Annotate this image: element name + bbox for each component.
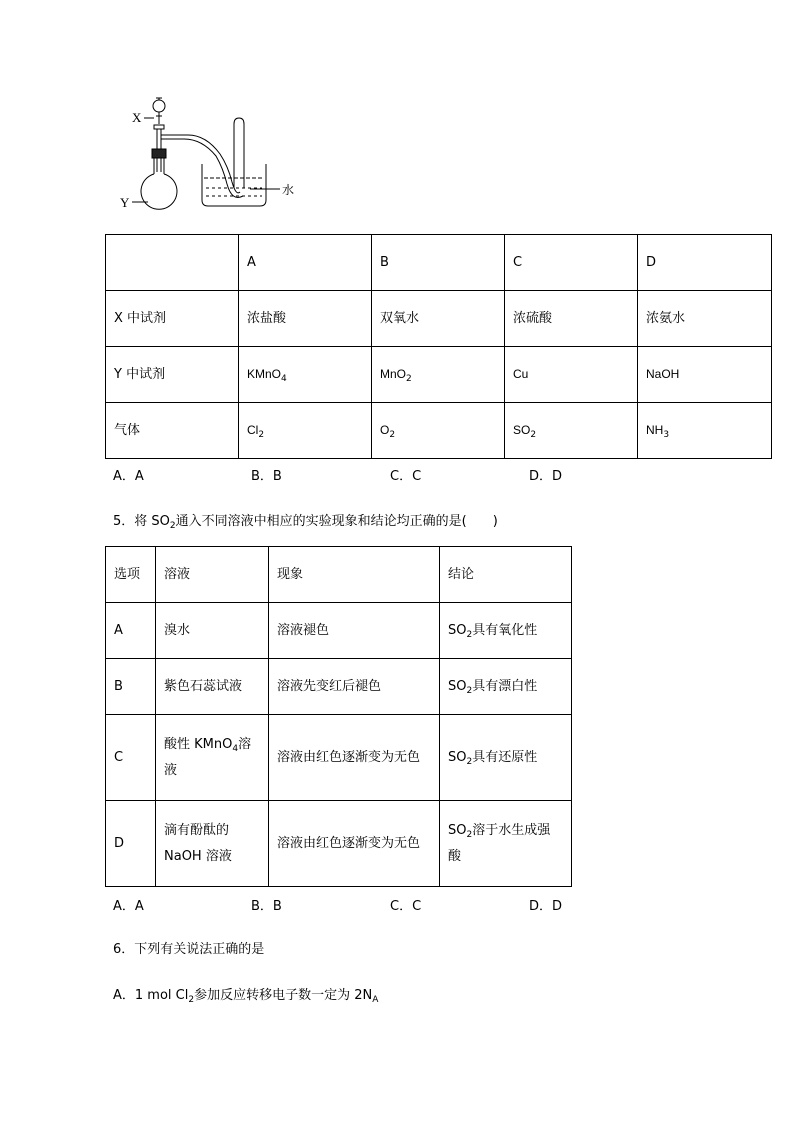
table-row [106,659,572,715]
cell-yb: MnO$_2$ [372,347,505,403]
table-row [106,603,572,659]
cell-xa: 浓盐酸 [239,291,372,347]
option-d: D．D [529,899,563,914]
answer-options-q5 [113,895,573,913]
table-row [106,235,772,291]
row-c-solution: 酸性 KMnO$_4$溶 液 [156,715,269,801]
header-d: D [638,235,772,291]
row-d-option: D [106,801,156,887]
label-y: Y [120,195,130,210]
question-6-option-a: A．1 mol $Cl_2$参加反应转移电子数一定为 $2N_A$ [113,988,379,1005]
option-d: D．D [529,469,563,484]
row-b-phenomenon: 溶液先变红后褪色 [269,659,440,715]
cell-gas-a: $Cl_2$ [239,403,372,459]
cell-xb: 双氧水 [372,291,505,347]
row-b-option: B [106,659,156,715]
row-b-conclusion: $SO_2$具有漂白性 [440,659,572,715]
cell-xd: 浓氨水 [638,291,772,347]
table-row [106,801,572,887]
cell-ya: KMnO$_4$ [239,347,372,403]
option-a: A．A [113,469,144,484]
cell-xc: 浓硫酸 [505,291,638,347]
table-row [106,291,772,347]
row-c-conclusion: $SO_2$具有还原性 [440,715,572,801]
row-gas-label: 气体 [106,403,239,459]
question-6: 6．下列有关说法正确的是 [113,942,265,957]
label-water: 水 [282,183,295,197]
row-a-solution: 溴水 [156,603,269,659]
cell-gas-c: $SO_2$ [505,403,638,459]
cell-yc: Cu [505,347,638,403]
row-d-conclusion: $SO_2$溶于水生成强 酸 [440,801,572,887]
option-b: B．B [251,899,282,914]
cell-yd: NaOH [638,347,772,403]
table-row [106,347,772,403]
option-c: C．C [390,899,422,914]
header-conclusion: 结论 [440,547,572,603]
gas-apparatus-diagram [110,92,320,217]
row-b-solution: 紫色石蕊试液 [156,659,269,715]
row-y-label: Y 中试剂 [106,347,239,403]
cell-gas-d: $NH_3$ [638,403,772,459]
reagent-table [105,234,772,459]
header-a: A [239,235,372,291]
answer-options-q4 [113,465,573,483]
label-x: X [132,110,142,125]
option-b: B．B [251,469,282,484]
header-empty [106,235,239,291]
row-x-label: X 中试剂 [106,291,239,347]
row-a-phenomenon: 溶液褪色 [269,603,440,659]
table-row [106,547,572,603]
row-d-phenomenon: 溶液由红色逐渐变为无色 [269,801,440,887]
so2-experiment-table [105,546,572,887]
header-b: B [372,235,505,291]
row-a-option: A [106,603,156,659]
option-a: A．A [113,899,144,914]
question-5: 5．将 $SO_2$通入不同溶液中相应的实验现象和结论均正确的是( ) [113,514,498,531]
header-phenomenon: 现象 [269,547,440,603]
option-c: C．C [390,469,422,484]
row-c-option: C [106,715,156,801]
row-a-conclusion: $SO_2$具有氧化性 [440,603,572,659]
cell-gas-b: $O_2$ [372,403,505,459]
header-option: 选项 [106,547,156,603]
table-row [106,403,772,459]
row-d-solution: 滴有酚酞的 NaOH 溶液 [156,801,269,887]
header-c: C [505,235,638,291]
table-row [106,715,572,801]
row-c-phenomenon: 溶液由红色逐渐变为无色 [269,715,440,801]
header-solution: 溶液 [156,547,269,603]
